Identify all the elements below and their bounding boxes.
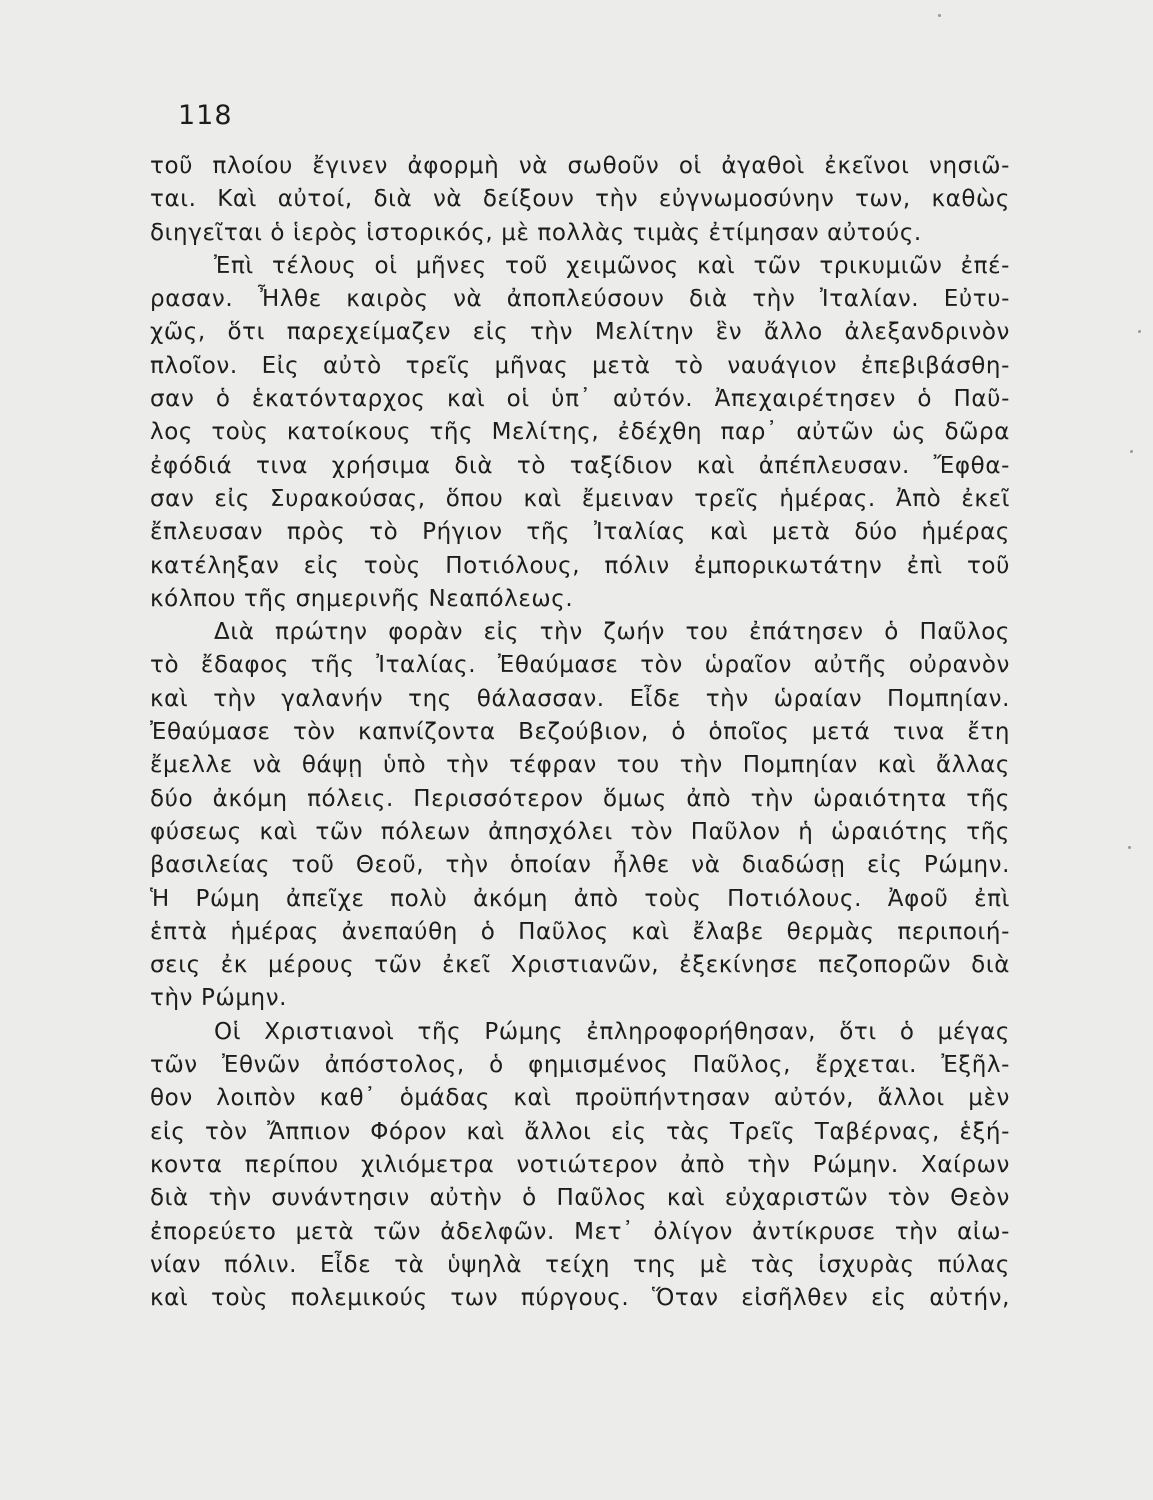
text-line: ται. Καὶ αὐτοί, διὰ νὰ δείξουν τὴν εὐγνωμοσύνην των, καθὼς xyxy=(150,186,1010,213)
text-line: ἑπτὰ ἡμέρας ἀνεπαύθη ὁ Παῦλος καὶ ἔλαβε θερμὰς περιποιή- xyxy=(150,918,1010,945)
text-line: κατέληξαν εἰς τοὺς Ποτιόλους, πόλιν ἐμπορικωτάτην ἐπὶ τοῦ xyxy=(150,552,1010,579)
text-line: εἰς τὸν Ἄππιον Φόρον καὶ ἄλλοι εἰς τὰς Τρεῖς Ταβέρνας, ἑξή- xyxy=(150,1118,1010,1145)
text-line: τὸ ἔδαφος τῆς Ἰταλίας. Ἐθαύμασε τὸν ὡραῖον αὐτῆς οὐρανὸν xyxy=(150,652,1010,679)
text-line: λος τοὺς κατοίκους τῆς Μελίτης, ἐδέχθη παρ᾽ αὐτῶν ὡς δῶρα xyxy=(150,419,1010,446)
text-line: διηγεῖται ὁ ἱερὸς ἱστορικός, μὲ πολλὰς τιμὰς ἐτίμησαν αὐτούς. xyxy=(150,219,922,246)
page-number: 118 xyxy=(178,100,233,131)
text-line: νίαν πόλιν. Εἶδε τὰ ὑψηλὰ τείχη της μὲ τὰς ἰσχυρὰς πύλας xyxy=(150,1251,1010,1278)
text-line: ἔμελλε νὰ θάψῃ ὑπὸ τὴν τέφραν του τὴν Πομπηίαν καὶ ἄλλας xyxy=(150,752,1010,779)
text-line: ἐπορεύετο μετὰ τῶν ἀδελφῶν. Μετ᾽ ὀλίγον ἀντίκρυσε τὴν αἰω- xyxy=(150,1218,1010,1245)
text-line: φύσεως καὶ τῶν πόλεων ἀπησχόλει τὸν Παῦλον ἡ ὡραιότης τῆς xyxy=(150,818,1010,845)
text-line: σαν ὁ ἑκατόνταρχος καὶ οἱ ὑπ᾽ αὐτόν. Ἀπεχαιρέτησεν ὁ Παῦ- xyxy=(150,386,1010,413)
text-line: κόλπου τῆς σημερινῆς Νεαπόλεως. xyxy=(150,585,574,612)
text-line: βασιλείας τοῦ Θεοῦ, τὴν ὁποίαν ἦλθε νὰ διαδώσῃ εἰς Ρώμην. xyxy=(150,852,1010,879)
text-line: ἔπλευσαν πρὸς τὸ Ρήγιον τῆς Ἰταλίας καὶ μετὰ δύο ἡμέρας xyxy=(150,519,1010,546)
text-line: Ἐθαύμασε τὸν καπνίζοντα Βεζούβιον, ὁ ὁποῖος μετά τινα ἔτη xyxy=(150,719,1010,746)
paper-speck xyxy=(1138,330,1141,333)
text-line: Ἐπὶ τέλους οἱ μῆνες τοῦ χειμῶνος καὶ τῶν τρικυμιῶν ἐπέ- xyxy=(214,252,1010,279)
text-line: χῶς, ὅτι παρεχείμαζεν εἰς τὴν Μελίτην ἓν ἄλλο ἀλεξανδρινὸν xyxy=(150,319,1010,346)
text-line: δύο ἀκόμη πόλεις. Περισσότερον ὅμως ἀπὸ τὴν ὡραιότητα τῆς xyxy=(150,785,1010,812)
paper-speck xyxy=(1128,846,1131,849)
body-text xyxy=(150,150,1010,1315)
text-line: Ἡ Ρώμη ἀπεῖχε πολὺ ἀκόμη ἀπὸ τοὺς Ποτιόλους. Ἀφοῦ ἐπὶ xyxy=(150,885,1010,912)
text-line: Οἱ Χριστιανοὶ τῆς Ρώμης ἐπληροφορήθησαν, ὅτι ὁ μέγας xyxy=(214,1018,1010,1045)
text-line: ρασαν. Ἦλθε καιρὸς νὰ ἀποπλεύσουν διὰ τὴν Ἰταλίαν. Εὐτυ- xyxy=(150,286,1010,313)
paper-speck xyxy=(938,14,941,17)
text-line: σεις ἐκ μέρους τῶν ἐκεῖ Χριστιανῶν, ἐξεκίνησε πεζοπορῶν διὰ xyxy=(150,952,1010,979)
text-line: Διὰ πρώτην φορὰν εἰς τὴν ζωήν του ἐπάτησεν ὁ Παῦλος xyxy=(214,619,1010,646)
paper-speck xyxy=(1130,450,1133,453)
text-line: τοῦ πλοίου ἔγινεν ἀφορμὴ νὰ σωθοῦν οἱ ἀγαθοὶ ἐκεῖνοι νησιῶ- xyxy=(150,153,1010,179)
text-line: πλοῖον. Εἰς αὐτὸ τρεῖς μῆνας μετὰ τὸ ναυάγιον ἐπεβιβάσθη- xyxy=(150,352,1010,379)
text-line: διὰ τὴν συνάντησιν αὐτὴν ὁ Παῦλος καὶ εὐχαριστῶν τὸν Θεὸν xyxy=(150,1185,1010,1212)
text-line: θον λοιπὸν καθ᾽ ὁμάδας καὶ προϋπήντησαν αὐτόν, ἄλλοι μὲν xyxy=(150,1085,1010,1112)
text-line: κοντα περίπου χιλιόμετρα νοτιώτερον ἀπὸ τὴν Ρώμην. Χαίρων xyxy=(150,1151,1010,1178)
text-line: τὴν Ρώμην. xyxy=(150,985,288,1012)
text-line: σαν εἰς Συρακούσας, ὅπου καὶ ἔμειναν τρεῖς ἡμέρας. Ἀπὸ ἐκεῖ xyxy=(150,485,1010,512)
text-line: καὶ τοὺς πολεμικούς των πύργους. Ὅταν εἰσῆλθεν εἰς αὐτήν, xyxy=(150,1285,1010,1312)
text-line: καὶ τὴν γαλανήν της θάλασσαν. Εἶδε τὴν ὡραίαν Πομπηίαν. xyxy=(150,685,1010,712)
text-line: τῶν Ἐθνῶν ἀπόστολος, ὁ φημισμένος Παῦλος, ἔρχεται. Ἐξῆλ- xyxy=(150,1052,1010,1079)
text-line: ἐφόδιά τινα χρήσιμα διὰ τὸ ταξίδιον καὶ ἀπέπλευσαν. Ἔφθα- xyxy=(150,452,1010,479)
